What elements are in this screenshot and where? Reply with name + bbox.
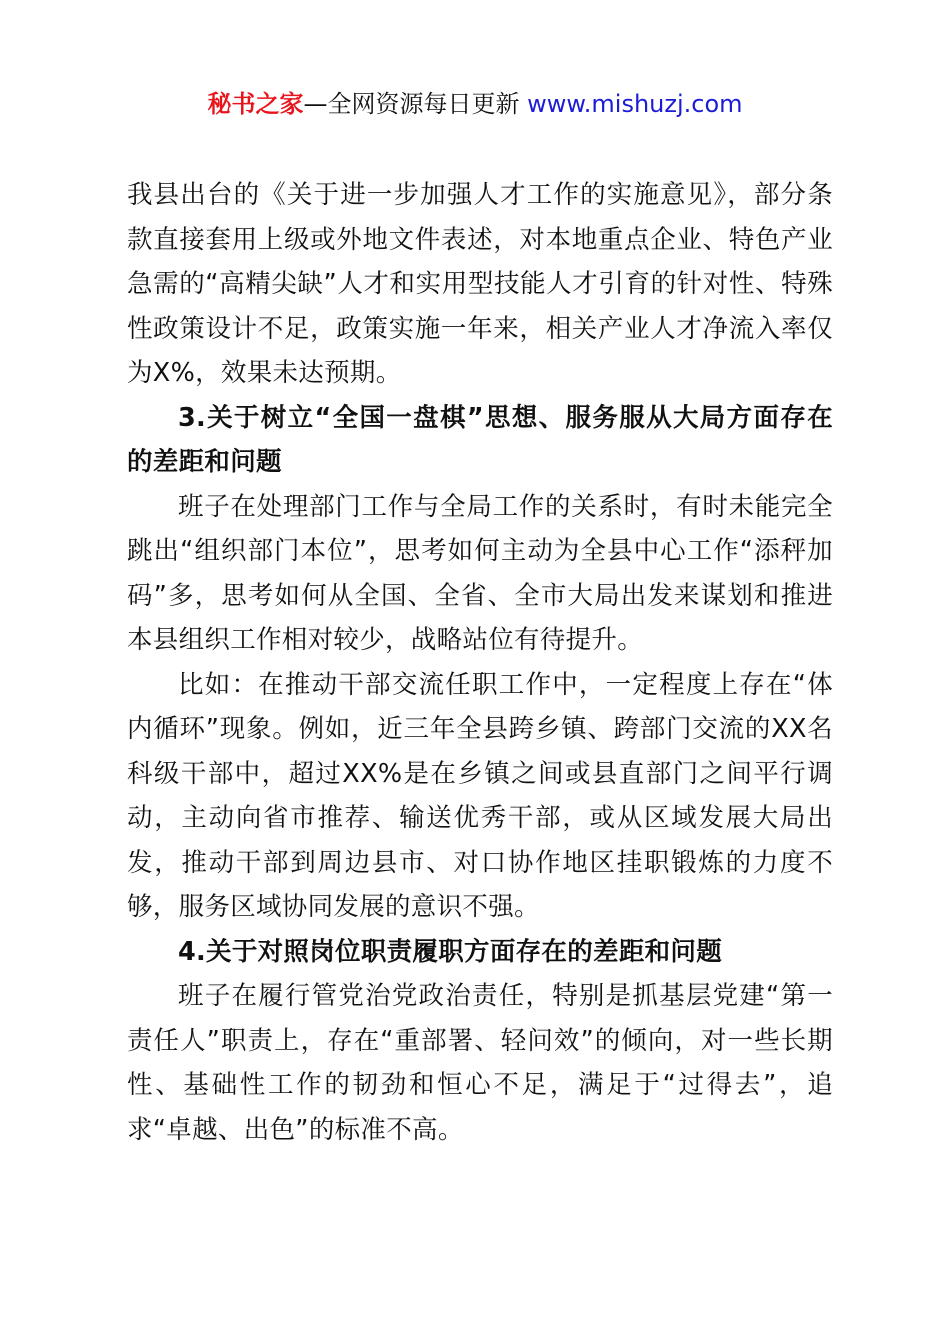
page-header — [0, 86, 950, 122]
section-heading-3: 3.关于树立“全国一盘棋”思想、服务服从大局方面存在的差距和问题 — [127, 402, 833, 477]
section-heading-4: 4.关于对照岗位职责履职方面存在的差距和问题 — [178, 936, 723, 967]
site-url-link[interactable]: www.mishuzj.com — [527, 90, 743, 118]
paragraph-duty-performance: 班子在履行管党治党政治责任，特别是抓基层党建“第一责任人”职责上，存在“重部署、轻问效”的倾向，对一些长期性、基础性工作的韧劲和恒心不足，满足于“过得去”，追求“卓越、出色”的标准不高。 — [127, 981, 833, 1145]
paragraph-overall-view: 班子在处理部门工作与全局工作的关系时，有时未能完全跳出“组织部门本位”，思考如何主动为全县中心工作“添秤加码”多，思考如何从全国、全省、全市大局出发来谋划和推进本县组织工作相对较少，战略站位有待提升。 — [127, 491, 833, 655]
paragraph-example-cadre-exchange: 比如：在推动干部交流任职工作中，一定程度上存在“体内循环”现象。例如，近三年全县跨乡镇、跨部门交流的XX名科级干部中，超过XX%是在乡镇之间或县直部门之间平行调动，主动向省市推荐、输送优秀干部，或从区域发展大局出发，推动干部到周边县市、对口协作地区挂职锻炼的力度不够，服务区域协同发展的意识不强。 — [127, 669, 833, 922]
document-body — [127, 173, 833, 1152]
site-tagline: —全网资源每日更新 — [303, 90, 528, 118]
site-brand: 秘书之家 — [207, 90, 304, 118]
paragraph-policy-continuation: 我县出台的《关于进一步加强人才工作的实施意见》，部分条款直接套用上级或外地文件表述，对本地重点企业、特色产业急需的“高精尖缺”人才和实用型技能人才引育的针对性、特殊性政策设计不足，政策实施一年来，相关产业人才净流入率仅为X%，效果未达预期。 — [127, 180, 833, 388]
